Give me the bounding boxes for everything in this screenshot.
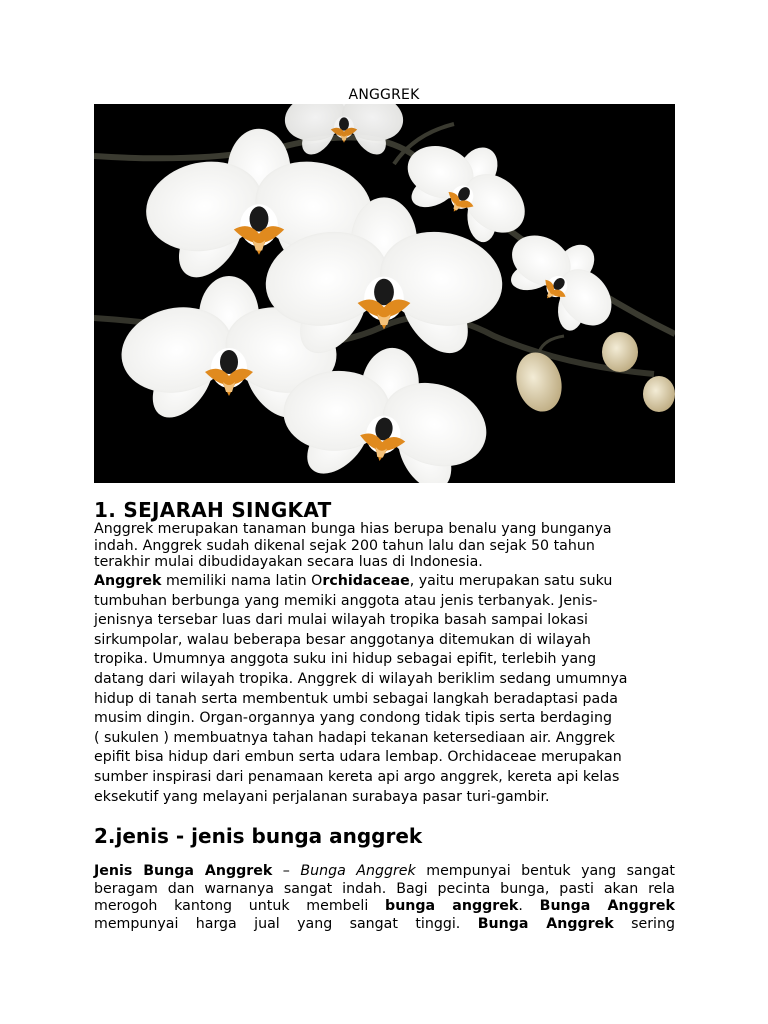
text-run: . <box>518 898 540 914</box>
bold-term: Jenis Bunga Anggrek <box>94 863 273 879</box>
text-line: ( sukulen ) membuatnya tahan hadapi tekanan ketersediaan air. Anggrek <box>94 729 615 746</box>
text-line: sumber inspirasi dari penamaan kereta api argo anggrek, kereta api kelas <box>94 768 620 785</box>
text-line: jenisnya tersebar luas dari mulai wilayah tropika basah sampai lokasi <box>94 612 588 629</box>
bold-term: Anggrek <box>94 573 162 589</box>
orchid-photo <box>94 104 675 483</box>
history-paragraph <box>94 572 679 807</box>
text-line: beragam dan warnanya sangat indah. Bagi pecinta bunga, pasti akan rela <box>94 880 675 897</box>
bold-term: rchidaceae <box>322 573 410 589</box>
section-heading-sejarah: 1. SEJARAH SINGKAT <box>94 498 332 522</box>
text-line <box>94 898 675 916</box>
text-run: memiliki nama latin O <box>161 573 323 589</box>
text-line: epifit bisa hidup dari embun serta udara lembap. Orchidaceae merupakan <box>94 749 622 766</box>
text-line <box>94 916 675 934</box>
types-paragraph <box>94 863 675 933</box>
orchid-illustration <box>94 104 675 483</box>
text-line: Anggrek merupakan tanaman bunga hias berupa benalu yang bunganya <box>94 521 612 537</box>
bold-term: bunga anggrek <box>385 898 519 914</box>
text-line <box>94 572 679 592</box>
text-line: datang dari wilayah tropika. Anggrek di wilayah beriklim sedang umumnya <box>94 670 628 687</box>
text-run: sering <box>613 915 675 932</box>
text-run: – <box>272 863 301 879</box>
text-line: musim dingin. Organ-organnya yang condong tidak tipis serta berdaging <box>94 710 612 727</box>
text-line: tumbuhan berbunga yang memiki anggota atau jenis terbanyak. Jenis- <box>94 592 598 609</box>
text-line <box>94 863 675 881</box>
text-run: mempunyai harga jual yang sangat tinggi. <box>94 915 478 932</box>
text-line: hidup di tanah serta membentuk umbi sebagai langkah beradaptasi pada <box>94 690 618 707</box>
text-run: , yaitu merupakan satu suku <box>409 573 613 589</box>
intro-paragraph <box>94 521 679 571</box>
section-heading-jenis: 2.jenis - jenis bunga anggrek <box>94 824 423 848</box>
bold-term: Bunga Anggrek <box>539 898 675 914</box>
text-line: eksekutif yang melayani perjalanan surabaya pasar turi-gambir. <box>94 788 550 805</box>
document-title: ANGGREK <box>348 87 420 103</box>
text-line: indah. Anggrek sudah dikenal sejak 200 tahun lalu dan sejak 50 tahun <box>94 537 595 554</box>
bold-term: Bunga Anggrek <box>477 915 614 932</box>
text-run: merogoh kantong untuk membeli <box>94 898 386 914</box>
text-line: terakhir mulai dibudidayakan secara luas di Indonesia. <box>94 554 483 570</box>
text-line: sirkumpolar, walau beberapa besar anggotanya ditemukan di wilayah <box>94 631 591 648</box>
text-line: tropika. Umumnya anggota suku ini hidup sebagai epifit, terlebih yang <box>94 651 597 668</box>
italic-term: Bunga Anggrek <box>300 863 416 879</box>
text-run: mempunyai bentuk yang sangat <box>415 863 675 879</box>
